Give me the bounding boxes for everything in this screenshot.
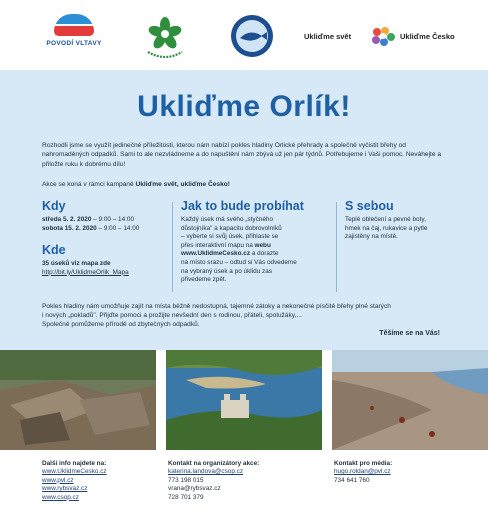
photo-castle xyxy=(166,350,322,450)
kdy-date-1: středa 5. 2. 2020 xyxy=(42,216,92,223)
photo-wreck xyxy=(0,350,156,450)
closing-line: Těšíme se na Vás! xyxy=(379,330,440,337)
uklidme-cesko-text: Ukliďme Česko xyxy=(400,32,455,41)
csop-logo xyxy=(140,14,190,62)
column-divider-2 xyxy=(336,202,337,292)
campaign-prefix: Akce se koná v rámci kampaně xyxy=(42,181,136,188)
uklidme-logo xyxy=(304,26,474,46)
jak-line: Každý úsek má svého „styčného xyxy=(181,216,273,223)
media-email[interactable]: hugo.roldan@pvl.cz xyxy=(334,468,391,476)
pokles-paragraph xyxy=(42,302,452,330)
map-link[interactable]: http://bit.ly/UklidmeOrlik_Mapa xyxy=(42,268,129,276)
jak-line: na místo srazu – odtud si Vás odvedeme xyxy=(181,258,297,266)
pokles-line: i nových „pokladů". Přijďte pomoci a prožijte nevšední den s rodinou, přáteli, spolužáky,... xyxy=(42,312,302,320)
jak-line: a dorazte xyxy=(250,250,279,258)
campaign-name: Ukliďme svět, ukliďme Česko! xyxy=(135,181,230,188)
kdy-dates xyxy=(42,216,182,233)
pokles-line: Pokles hladiny nám umožňuje zajít na místa běžně nedostupná, tajemné zátoky a nekonečné písčité břehy plné starých xyxy=(42,303,391,310)
footer-link-pvl[interactable]: www.pvl.cz xyxy=(42,476,74,484)
poster-title: Ukliďme Orlík! xyxy=(137,90,351,123)
wreck-photo-icon xyxy=(0,350,156,450)
campaign-line xyxy=(42,181,452,188)
footer-info-heading: Další info najdete na: xyxy=(42,460,107,467)
uklidmecesko-link[interactable]: www.UklidmeCesko.cz xyxy=(181,250,251,258)
csop-flower-icon xyxy=(140,14,190,62)
kde-line: 35 úseků viz mapa zde xyxy=(42,260,111,267)
povodi-vltavy-logo xyxy=(36,14,112,47)
jak-text xyxy=(181,216,331,285)
footer-info xyxy=(42,460,107,502)
sebou-text xyxy=(345,216,455,242)
jak-line: – vyberte si svůj úsek, přihlaste se xyxy=(181,233,279,241)
org-phone-2: 728 701 379 xyxy=(168,493,204,501)
kdy-date-2: sobota 15. 2. 2020 xyxy=(42,224,97,232)
jak-web-label: webu xyxy=(254,241,271,249)
media-phone: 734 641 760 xyxy=(334,476,370,484)
fish-emblem-icon xyxy=(230,14,274,58)
jak-line: důstojníka" a kapacitu dobrovolníků xyxy=(181,224,282,232)
kdy-heading: Kdy xyxy=(42,199,66,213)
uklidme-svet-text: Ukliďme svět xyxy=(304,32,352,41)
jak-line: přes interaktivní mapu na xyxy=(181,241,255,249)
castle-photo-icon xyxy=(166,350,322,450)
povodi-vltavy-logo-text: POVODÍ VLTAVY xyxy=(46,40,102,47)
kdy-time-2: – 9:00 – 14:00 xyxy=(96,224,140,232)
sebou-line: Teplé oblečení a pevné boty, xyxy=(345,216,426,223)
colorful-dots-icon xyxy=(370,26,396,48)
footer-media-heading: Kontakt pro média: xyxy=(334,460,393,467)
footer-link-uklidmecesko[interactable]: www.UklidmeCesko.cz xyxy=(42,468,107,476)
sebou-heading: S sebou xyxy=(345,199,394,213)
footer-link-csop[interactable]: www.csop.cz xyxy=(42,493,79,501)
jak-line: přivedeme zpět. xyxy=(181,276,227,284)
org-email-1[interactable]: katerina.landova@csop.cz xyxy=(168,468,244,476)
logo-header xyxy=(0,0,488,70)
column-divider-1 xyxy=(172,202,173,292)
footer-organizatori xyxy=(168,460,259,502)
org-phone-1: 773 198 015 xyxy=(168,476,204,484)
intro-paragraph: Rozhodli jsme se využít jedinečné příležitosti, kterou nám nabízí pokles hladiny Orlické přehrady a společně vyčistit břehy od nahromaděných odpadků. Sami to ale nezvládneme a do napuštění nám zbývá už jen pár týdnů. Potřebujeme i Vaši pomoc. Neváhejte a přiložte ruku k dobrému dílu! xyxy=(42,142,442,168)
org-email-2[interactable]: vrana@rybsvaz.cz xyxy=(168,485,221,493)
rybsvaz-logo xyxy=(230,14,274,58)
kdy-time-1: – 9:00 – 14:00 xyxy=(91,216,135,223)
photo-shore xyxy=(332,350,488,450)
jak-heading: Jak to bude probíhat xyxy=(181,199,304,213)
povodi-vltavy-emblem-icon xyxy=(54,14,94,36)
footer-org-heading: Kontakt na organizátory akce: xyxy=(168,460,260,467)
pokles-line: Společně pomůžeme přírodě od zbytečných odpadků. xyxy=(42,321,200,329)
footer-media xyxy=(334,460,392,485)
footer-link-rybsvaz[interactable]: www.rybsvaz.cz xyxy=(42,485,88,493)
kde-heading: Kde xyxy=(42,243,66,257)
kde-info xyxy=(42,260,182,277)
shore-photo-icon xyxy=(332,350,488,450)
sebou-line: zajistěny na místě. xyxy=(345,233,398,241)
jak-line: na vybraný úsek a po úklidu zas xyxy=(181,267,272,275)
sebou-line: hmek na čaj, rukavice a pytle xyxy=(345,224,428,232)
